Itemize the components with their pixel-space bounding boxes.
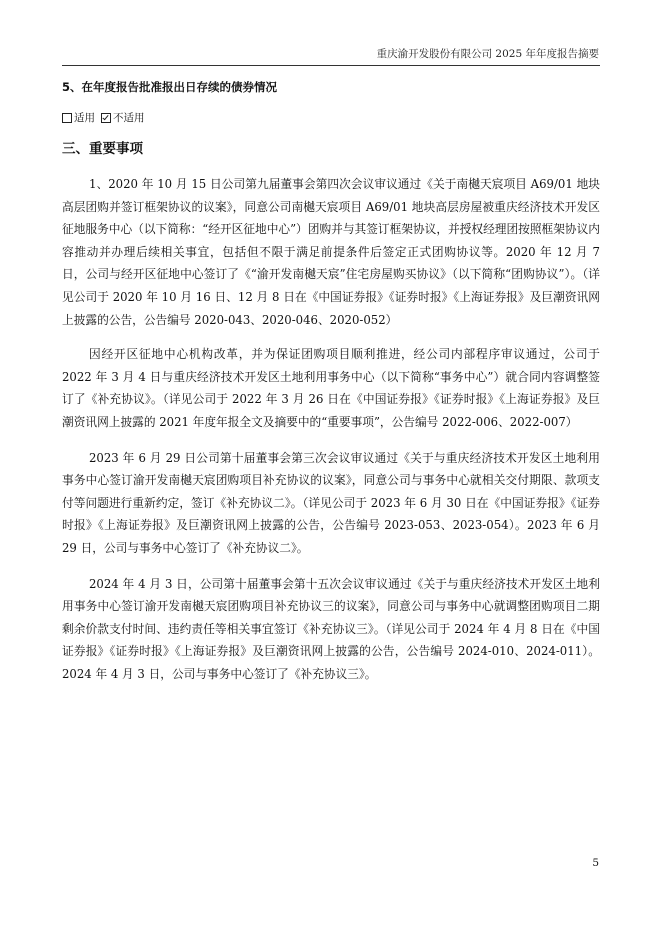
applicable-checkbox[interactable]	[62, 113, 72, 123]
paragraph: 2023 年 6 月 29 日公司第十届董事会第三次会议审议通过《关于与重庆经济技术开发区土地利用事务中心签订渝开发南樾天宸团购项目补充协议的议案》，同意公司与事务中心就相关交付期限、款项支付等问题进行重新约定，签订《补充协议二》。（详见公司于 2023 年 6 月 30 日在《中国证券报》《证券时报》《上海证券报》及巨潮资讯网上披露的公告，公告编号 2023-053、2023-054）。2023 年 6 月 29 日，公司与事务中心签订了《补充协议二》。	[62, 450, 600, 555]
page-header-title: 重庆渝开发股份有限公司 2025 年年度报告摘要	[376, 48, 599, 60]
document-body	[62, 78, 600, 685]
page-number: 5	[592, 857, 599, 869]
applicability-options	[62, 111, 600, 125]
header-divider	[62, 65, 600, 66]
paragraph: 1、2020 年 10 月 15 日公司第九届董事会第四次会议审议通过《关于南樾天宸项目 A69/01 地块高层团购并签订框架协议的议案》，同意公司南樾天宸项目 A69/01 地块高层房屋被重庆经济技术开发区征地服务中心（以下简称：“经开区征地中心”）团购并与其签订框架协议，并授权经理团按照框架协议内容推动并办理后续相关事宜，包括但不限于满足前提条件后签定正式团购协议等。2020 年 12 月 7 日，公司与经开区征地中心签订了《“渝开发南樾天宸”住宅房屋购买协议》（以下简称“团购协议”）。（详见公司于 2020 年 10 月 16 日、12 月 8 日在《中国证券报》《证券时报》《上海证券报》及巨潮资讯网上披露的公告，公告编号 2020-043、2020-046、2020-052）	[62, 177, 600, 327]
not-applicable-checkbox[interactable]	[101, 113, 111, 123]
not-applicable-label: 不适用	[113, 112, 145, 124]
bond-section-heading: 5、在年度报告批准报出日存续的债券情况	[62, 80, 277, 94]
important-matters-heading: 三、重要事项	[62, 141, 143, 157]
paragraph: 因经开区征地中心机构改革，并为保证团购项目顺利推进，经公司内部程序审议通过，公司于 2022 年 3 月 4 日与重庆经济技术开发区土地利用事务中心（以下简称“事务中心”）就合同内容调整签订了《补充协议》。（详见公司于 2022 年 3 月 26 日在《中国证券报》《证券时报》《上海证券报》及巨潮资讯网上披露的 2021 年度年报全文及摘要中的“重要事项”，公告编号 2022-006、2022-007）	[62, 347, 600, 429]
paragraph: 2024 年 4 月 3 日，公司第十届董事会第十五次会议审议通过《关于与重庆经济技术开发区土地利用事务中心签订渝开发南樾天宸团购项目补充协议三的议案》，同意公司与事务中心就调整团购项目二期剩余价款支付时间、违约责任等相关事宜签订《补充协议三》。（详见公司于 2024 年 4 月 8 日在《中国证券报》《证券时报》《上海证券报》及巨潮资讯网上披露的公告，公告编号 2024-010、2024-011）。2024 年 4 月 3 日，公司与事务中心签订了《补充协议三》。	[62, 576, 600, 681]
applicable-label: 适用	[74, 112, 95, 124]
